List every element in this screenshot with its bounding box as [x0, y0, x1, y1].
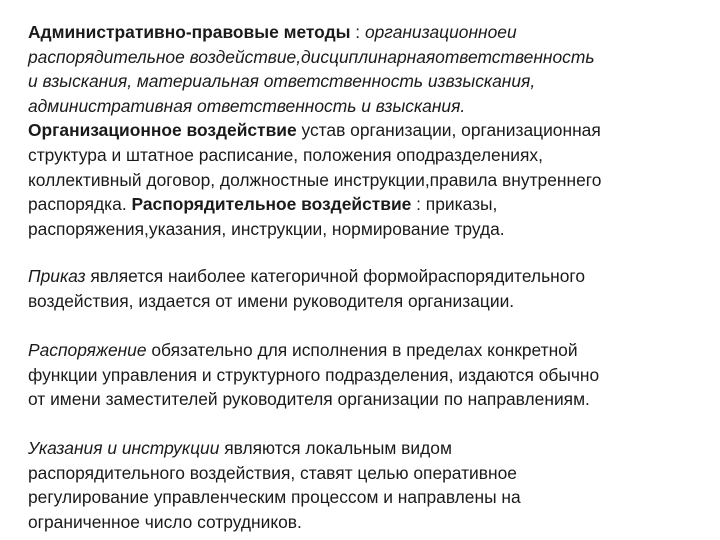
paragraph-directive: [28, 338, 708, 412]
organizational-influence-text: устав организации, организационная структура и штатное расписание, положения оподразделениях, коллективный договор, должностные инструкции,правила внутреннего распорядка.: [28, 120, 602, 215]
paragraph-methods: [28, 20, 708, 241]
paragraph-instructions: [28, 436, 708, 534]
paragraph-order: [28, 264, 708, 313]
term-organizational-influence: Организационное воздействие: [28, 120, 297, 141]
term-directive: Распоряжение: [28, 340, 147, 360]
administrative-influence-text: : приказы, распоряжения,указания, инструкции, нормирование труда.: [28, 194, 505, 239]
order-text: является наиболее категоричной формойраспорядительного воздействия, издается от имени руководителя организации.: [28, 266, 586, 311]
separator: :: [350, 22, 365, 42]
directive-text: обязательно для исполнения в пределах конкретной функции управления и структурного подразделения, издаются обычно от имени заместителей руководителя организации по направлениям.: [28, 340, 600, 410]
term-admin-legal-methods: Административно-правовые методы: [28, 22, 351, 42]
instructions-text: являются локальным видом распорядительного воздействия, ставят целью оперативное регулирование управленческим процессом и направлены на ограниченное число сотрудников.: [28, 438, 521, 532]
term-order: Приказ: [28, 266, 86, 286]
term-administrative-influence: Распорядительное воздействие: [131, 194, 412, 215]
term-instructions: Указания и инструкции: [28, 438, 220, 458]
methods-definition: организационноеи распорядительное воздействие,дисциплинарнаяответственность и взыскания, материальная ответственность извзыскания, административная ответственность и взыскания.: [28, 22, 595, 116]
